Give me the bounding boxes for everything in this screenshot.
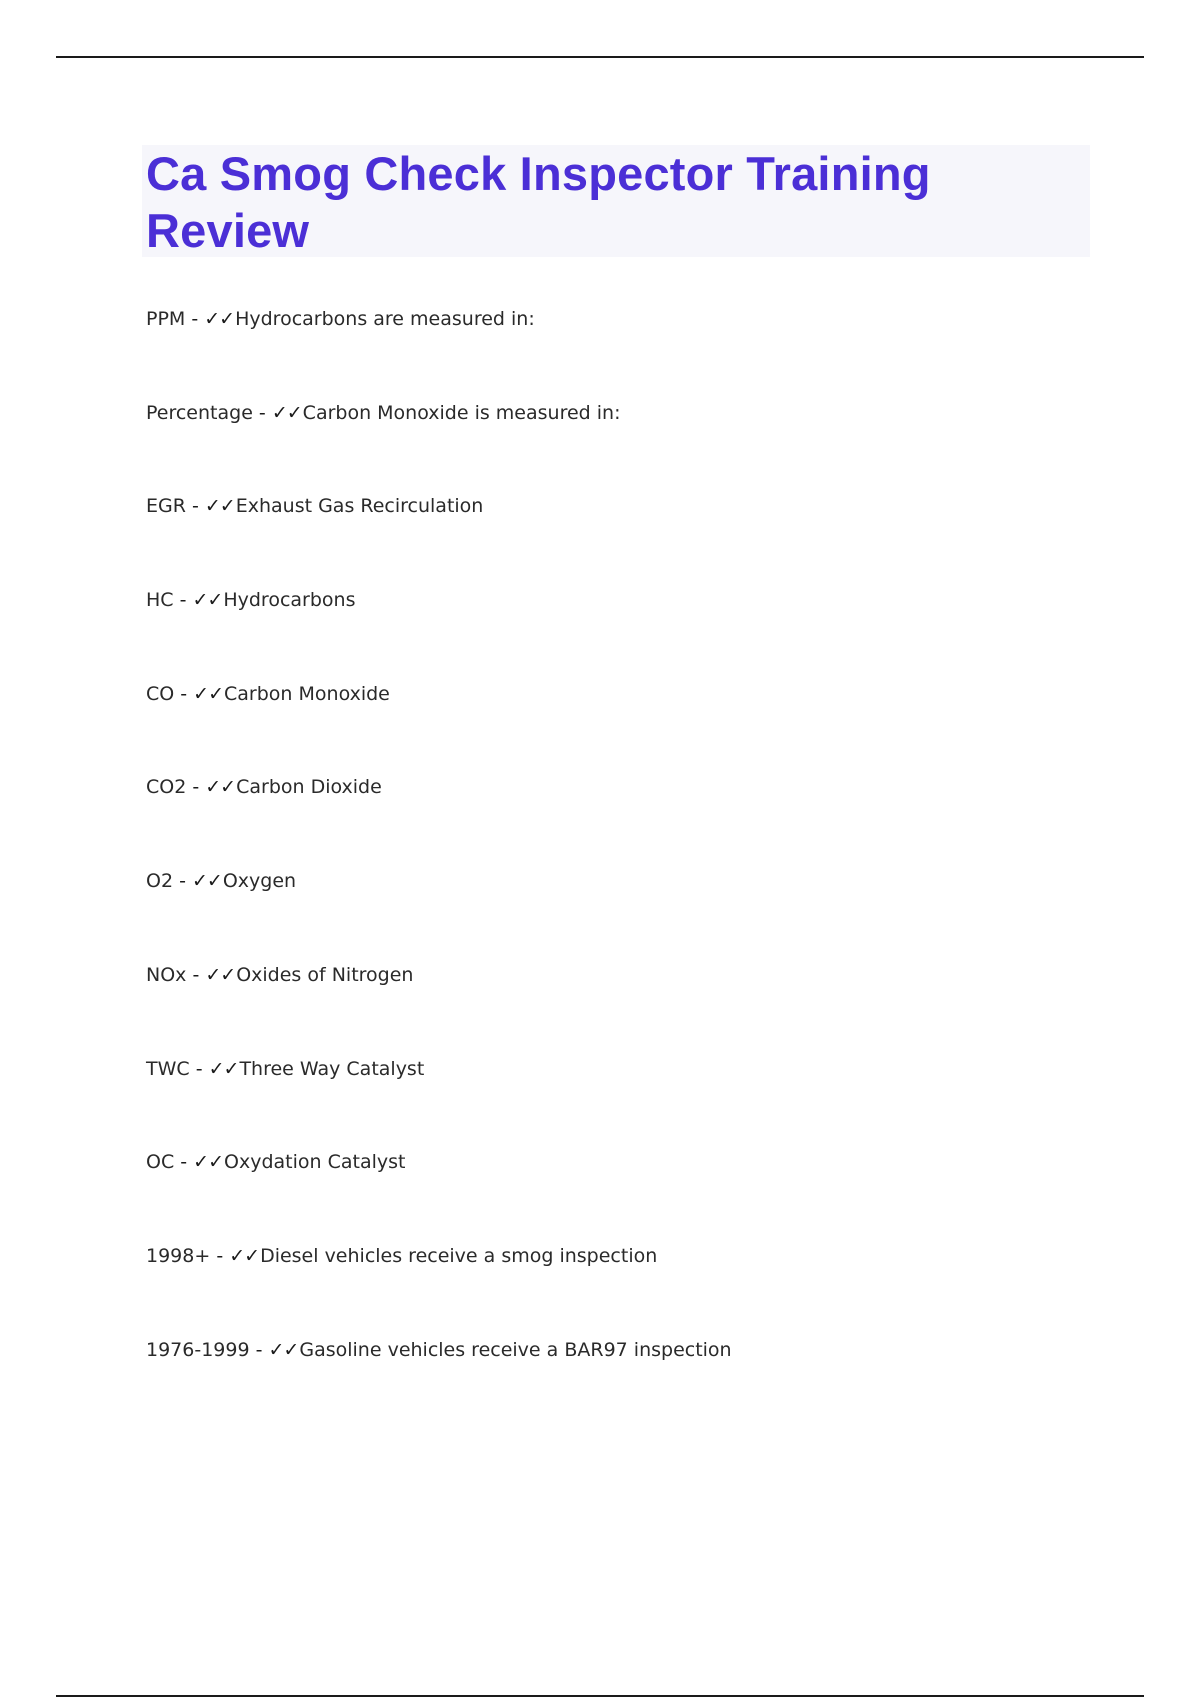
qa-definition: Carbon Dioxide bbox=[236, 776, 382, 799]
top-rule bbox=[56, 56, 1144, 58]
qa-definition: Oxydation Catalyst bbox=[224, 1151, 406, 1174]
qa-term: 1998+ bbox=[146, 1244, 211, 1267]
qa-separator: - bbox=[174, 1151, 194, 1174]
check-mark-icon: ✓✓ bbox=[205, 776, 236, 799]
qa-definition: Three Way Catalyst bbox=[239, 1057, 425, 1080]
check-mark-icon: ✓✓ bbox=[193, 1151, 224, 1174]
qa-item bbox=[146, 1335, 732, 1429]
qa-definition: Hydrocarbons bbox=[223, 589, 356, 612]
qa-term: NOx bbox=[146, 963, 187, 986]
qa-item bbox=[146, 1241, 732, 1335]
qa-item bbox=[146, 1054, 732, 1148]
qa-term: 1976-1999 bbox=[146, 1338, 250, 1361]
check-mark-icon: ✓✓ bbox=[205, 963, 236, 986]
title-block bbox=[142, 145, 1090, 257]
qa-term: CO bbox=[146, 682, 175, 705]
qa-separator: - bbox=[210, 1244, 230, 1267]
page-title: Ca Smog Check Inspector Training Review bbox=[146, 147, 931, 257]
check-mark-icon: ✓✓ bbox=[204, 495, 235, 518]
qa-item bbox=[146, 960, 732, 1054]
qa-term: PPM bbox=[146, 308, 186, 330]
qa-term: OC bbox=[146, 1151, 175, 1174]
qa-item bbox=[146, 866, 732, 960]
check-mark-icon: ✓✓ bbox=[268, 1338, 299, 1361]
qa-term: CO2 bbox=[146, 776, 187, 799]
qa-separator: - bbox=[174, 682, 194, 705]
check-mark-icon: ✓✓ bbox=[229, 1244, 260, 1267]
qa-term: HC bbox=[146, 589, 174, 612]
qa-item bbox=[146, 1147, 732, 1241]
qa-item bbox=[146, 585, 732, 679]
qa-separator: - bbox=[173, 589, 193, 612]
qa-item bbox=[146, 398, 732, 492]
qa-term: TWC bbox=[146, 1057, 190, 1080]
qa-separator: - bbox=[185, 495, 205, 518]
qa-definition: Oxygen bbox=[222, 870, 297, 893]
qa-item bbox=[146, 679, 732, 773]
qa-separator: - bbox=[189, 1057, 209, 1080]
check-mark-icon: ✓✓ bbox=[192, 589, 223, 612]
qa-term: Percentage bbox=[146, 401, 253, 424]
qa-separator: - bbox=[186, 776, 206, 799]
bottom-rule bbox=[56, 1695, 1144, 1697]
qa-definition: Oxides of Nitrogen bbox=[236, 963, 414, 986]
check-mark-icon: ✓✓ bbox=[208, 1057, 239, 1080]
qa-item bbox=[146, 772, 732, 866]
check-mark-icon: ✓✓ bbox=[191, 870, 222, 893]
qa-item bbox=[146, 491, 732, 585]
check-mark-icon: ✓✓ bbox=[271, 401, 302, 424]
qa-definition: Exhaust Gas Recirculation bbox=[235, 495, 484, 518]
qa-definition: Gasoline vehicles receive a BAR97 inspection bbox=[299, 1338, 732, 1361]
qa-definition: Carbon Monoxide is measured in: bbox=[302, 401, 621, 424]
qa-list bbox=[146, 304, 732, 1428]
qa-separator: - bbox=[249, 1338, 269, 1361]
qa-definition: Diesel vehicles receive a smog inspection bbox=[260, 1244, 658, 1267]
check-mark-icon: ✓✓ bbox=[193, 682, 224, 705]
qa-term: EGR bbox=[146, 495, 186, 518]
qa-separator: - bbox=[252, 401, 272, 424]
qa-separator: - bbox=[186, 963, 206, 986]
check-mark-icon: ✓✓ bbox=[204, 308, 235, 330]
qa-definition: Carbon Monoxide bbox=[224, 682, 390, 705]
qa-separator: - bbox=[173, 870, 192, 893]
qa-separator: - bbox=[185, 308, 205, 330]
qa-item bbox=[146, 304, 732, 398]
qa-definition: Hydrocarbons are measured in: bbox=[235, 308, 535, 330]
qa-term: O2 bbox=[146, 870, 174, 893]
